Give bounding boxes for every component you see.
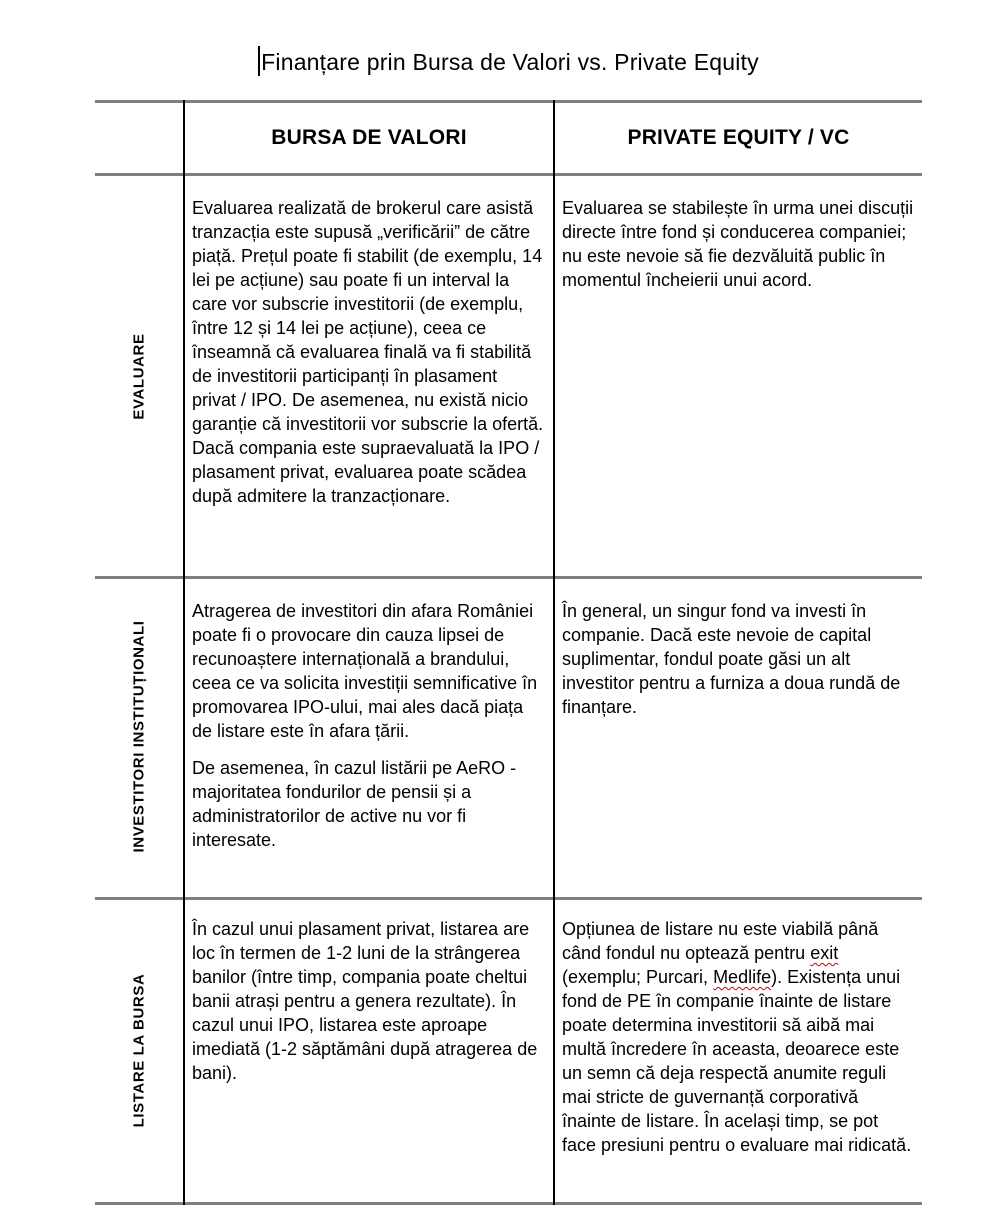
row-label-evaluare xyxy=(95,176,183,576)
cell-listare-bursa[interactable] xyxy=(185,900,553,1200)
cell-investitori-bursa[interactable] xyxy=(185,579,553,894)
spellcheck-word-exit[interactable]: exit xyxy=(810,943,839,963)
listare-pe-segment-2: (exemplu; Purcari, xyxy=(562,967,714,987)
cell-evaluare-bursa[interactable] xyxy=(185,176,553,576)
cell-investitori-bursa-paragraph-1: Atragerea de investitori din afara României poate fi o provocare din cauza lipsei de recunoaștere internațională a brandului, ceea ce va solicita investiții semnificative în promovarea IPO-ului, mai ales dacă piața de listare este în afara țării. xyxy=(192,601,538,741)
row-label-investitori-institutionali-text: INVESTITORI INSTITUȚIONALI xyxy=(130,620,148,853)
cell-evaluare-private-equity-text: Evaluarea se stabilește în urma unei discuții directe între fond și conducerea companiei; nu este nevoie să fie dezvăluită public în momentul încheierii unui acord. xyxy=(562,198,914,290)
cell-investitori-private-equity[interactable] xyxy=(555,579,922,894)
row-label-investitori-institutionali xyxy=(95,579,183,894)
cell-evaluare-private-equity[interactable] xyxy=(555,176,922,576)
cell-investitori-private-equity-text: În general, un singur fond va investi în companie. Dacă este nevoie de capital suplimentar, fondul poate găsi un alt investitor pentru a furniza a doua rundă de finanțare. xyxy=(562,601,901,717)
column-header-private-equity[interactable] xyxy=(555,103,922,173)
row-label-evaluare-text: EVALUARE xyxy=(130,332,148,420)
cell-listare-bursa-text: În cazul unui plasament privat, listarea are loc în termen de 1-2 luni de la strângerea banilor (între timp, compania poate cheltui banii atrași pentru a genera rezultate). În cazul unui IPO, listarea este aproape imediată (1-2 săptămâni după atragerea de bani). xyxy=(192,919,538,1083)
listare-pe-segment-1: Opțiunea de listare nu este viabilă până când fondul nu optează pentru xyxy=(562,919,879,963)
listare-pe-segment-3: ). Existența unui fond de PE în companie înainte de listare poate determina investitorii să aibă mai multă încredere în aceasta, deoarece este un semn că deja respectă anumite reguli mai stricte de guvernanță corporativă înainte de listare. În același timp, se pot face presiuni pentru o evaluare mai ridicată. xyxy=(562,967,912,1155)
cell-listare-private-equity[interactable] xyxy=(555,900,922,1200)
text-cursor xyxy=(258,46,260,76)
row-label-listare-la-bursa xyxy=(95,900,183,1200)
document-title[interactable] xyxy=(95,46,922,76)
row-label-listare-la-bursa-text: LISTARE LA BURSA xyxy=(130,973,148,1127)
spellcheck-word-medlife[interactable]: Medlife xyxy=(713,967,772,987)
cell-evaluare-bursa-text: Evaluarea realizată de brokerul care asistă tranzacția este supusă „verificării” de către piață. Prețul poate fi stabilit (de exemplu, 14 lei pe acțiune) sau poate fi un interval la care vor subscrie investitorii (de exemplu, între 12 și 14 lei pe acțiune), ceea ce înseamnă că evaluarea finală va fi stabilită de investitorii participanți în plasament privat / IPO. De asemenea, nu există nicio garanție că investitorii vor subscrie la ofertă. Dacă compania este supraevaluată la IPO / plasament privat, evaluarea poate scădea după admitere la tranzacționare. xyxy=(192,198,544,506)
table-border-bottom xyxy=(95,1202,922,1205)
document-title-text: Finanțare prin Bursa de Valori vs. Private Equity xyxy=(261,49,759,75)
column-header-bursa[interactable] xyxy=(185,103,553,173)
column-header-private-equity-label: PRIVATE EQUITY / VC xyxy=(627,126,850,149)
cell-listare-private-equity-text xyxy=(562,917,916,1157)
column-header-bursa-label: BURSA DE VALORI xyxy=(271,126,467,149)
cell-investitori-bursa-paragraph-2: De asemenea, în cazul listării pe AeRO - majoritatea fondurilor de pensii și a administratorilor de active nu vor fi interesate. xyxy=(192,758,517,850)
